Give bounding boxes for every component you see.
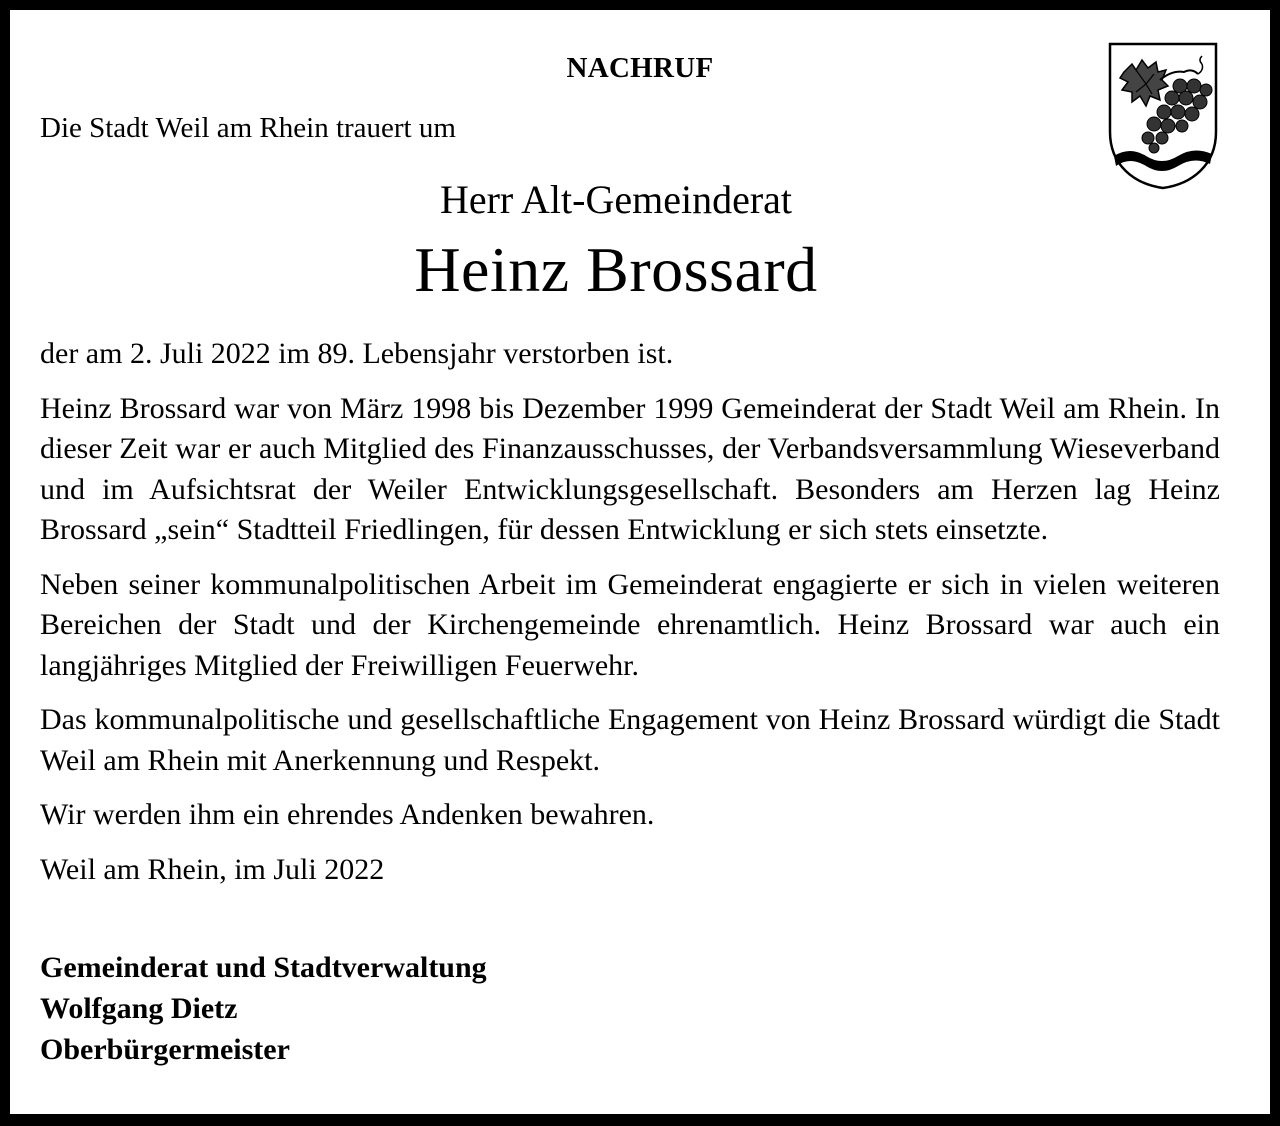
place-date-line: Weil am Rhein, im Juli 2022: [40, 852, 385, 886]
career-paragraph: Heinz Brossard war von März 1998 bis Dezember 1999 Gemeinderat der Stadt Weil am Rhein. In dieser Zeit war er auch Mitglied des Finanzausschusses, der Verbandsversammlung Wieseverband und im Aufsichtsrat der Weiler Entwicklungsgesellschaft. Besonders am Herzen lag Heinz Brossard „sein“ Stadtteil Friedlingen, für dessen Entwicklung er sich stets einsetzte.: [40, 391, 1220, 546]
notice-heading: NACHRUF: [566, 52, 714, 84]
intro-line: Die Stadt Weil am Rhein trauert um: [40, 112, 456, 144]
deceased-title: Herr Alt-Gemeinderat: [439, 177, 793, 222]
signature-council: Gemeinderat und Stadtverwaltung: [40, 951, 487, 984]
obituary-body: [40, 334, 1220, 904]
death-date-paragraph: der am 2. Juli 2022 im 89. Lebensjahr verstorben ist.: [40, 337, 674, 370]
remembrance-paragraph: Wir werden ihm ein ehrendes Andenken bewahren.: [40, 798, 655, 831]
weil-am-rhein-coat-of-arms-grape-icon: [1106, 40, 1220, 190]
signature-role: Oberbürgermeister: [40, 1033, 290, 1066]
deceased-name: Heinz Brossard: [414, 234, 818, 305]
volunteer-paragraph: Neben seiner kommunalpolitischen Arbeit im Gemeinderat engagierte er sich in vielen weiteren Bereichen der Stadt und der Kirchengemeinde ehrenamtlich. Heinz Brossard war auch ein langjähriges Mitglied der Freiwilligen Feuerwehr.: [40, 567, 1220, 682]
tribute-paragraph: Das kommunalpolitische und gesellschaftliche Engagement von Heinz Brossard würdigt die Stadt Weil am Rhein mit Anerkennung und Respekt.: [40, 703, 1220, 777]
signature-person: Wolfgang Dietz: [40, 992, 238, 1025]
signature-block: [40, 947, 487, 1070]
